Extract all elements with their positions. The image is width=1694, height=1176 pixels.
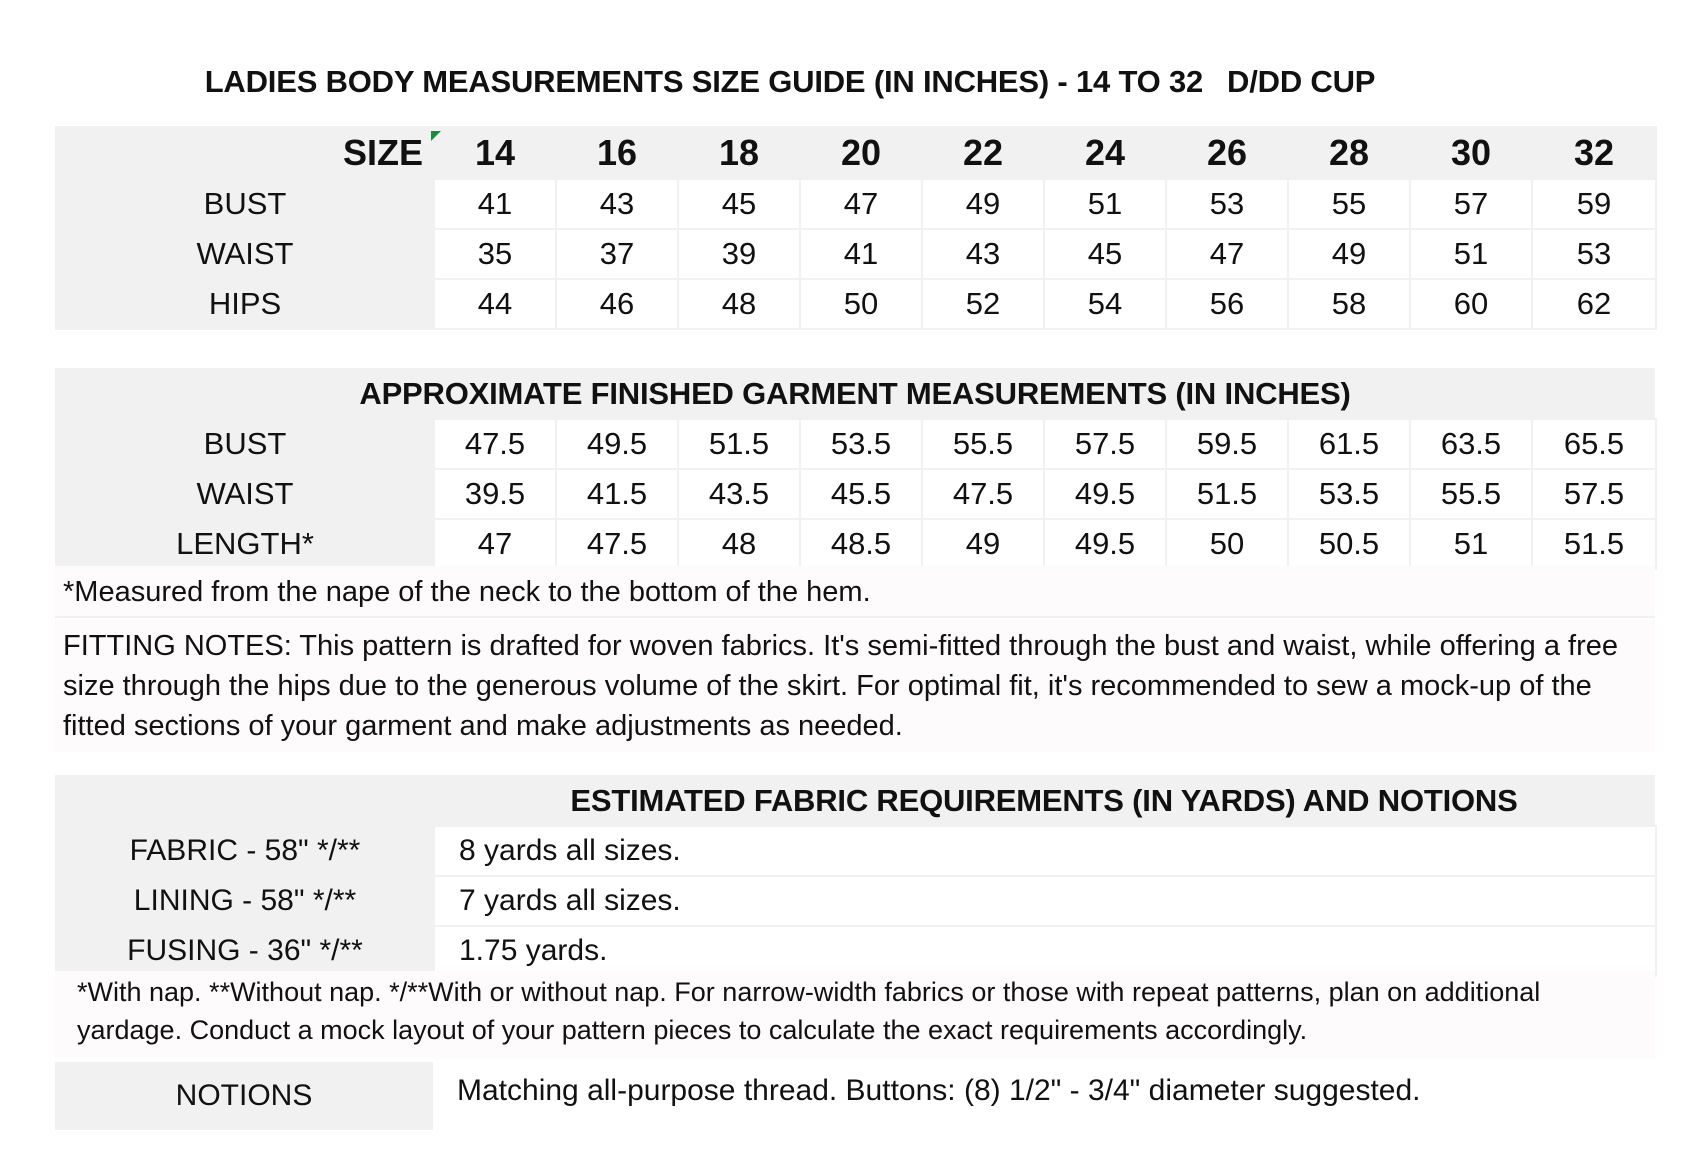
notions-value: Matching all-purpose thread. Buttons: (8) 1/2" - 3/4" diameter suggested. xyxy=(457,1074,1421,1107)
table-cell: 52 xyxy=(922,279,1044,329)
table-cell: 50 xyxy=(800,279,922,329)
table-cell: 47.5 xyxy=(922,469,1044,519)
table-cell: 51.5 xyxy=(1166,469,1288,519)
table-cell: 47 xyxy=(434,519,556,569)
table-cell: 53.5 xyxy=(1288,469,1410,519)
table-cell: 53.5 xyxy=(800,419,922,469)
table-cell: 59.5 xyxy=(1166,419,1288,469)
size-header: 22 xyxy=(922,127,1044,179)
title-text: LADIES BODY MEASUREMENTS SIZE GUIDE (IN INCHES) - 14 TO 32 xyxy=(204,64,1204,99)
table-cell: 49 xyxy=(922,519,1044,569)
table-cell: 61.5 xyxy=(1288,419,1410,469)
table-cell: 7 yards all sizes. xyxy=(434,876,1656,926)
size-header: 26 xyxy=(1166,127,1288,179)
table-cell: 55 xyxy=(1288,179,1410,229)
table-cell: 58 xyxy=(1288,279,1410,329)
row-label: HIPS xyxy=(56,279,434,329)
table-cell: 50.5 xyxy=(1288,519,1410,569)
row-label: WAIST xyxy=(56,469,434,519)
table-cell: 50 xyxy=(1166,519,1288,569)
table-cell: 1.75 yards. xyxy=(434,926,1656,976)
section-title: ESTIMATED FABRIC REQUIREMENTS (IN YARDS) AND NOTIONS xyxy=(570,783,1518,818)
table-row xyxy=(56,926,1656,976)
table-cell: 46 xyxy=(556,279,678,329)
table-cell: 55.5 xyxy=(1410,469,1532,519)
table-cell: 51.5 xyxy=(1532,519,1656,569)
table-cell: 48 xyxy=(678,519,800,569)
table-cell: 57 xyxy=(1410,179,1532,229)
table-cell: 65.5 xyxy=(1532,419,1656,469)
table-cell: 51 xyxy=(1410,229,1532,279)
row-label: FABRIC - 58" */** xyxy=(56,826,434,876)
table-cell: 56 xyxy=(1166,279,1288,329)
size-header: 16 xyxy=(556,127,678,179)
table-cell: 60 xyxy=(1410,279,1532,329)
row-label: WAIST xyxy=(56,229,434,279)
table-cell: 59 xyxy=(1532,179,1656,229)
nap-note: *With nap. **Without nap. */**With or without nap. For narrow-width fabrics or those with repeat patterns, plan on additional yardage. Conduct a mock layout of your pattern pieces to calculate the exact requirements accordingly. xyxy=(55,971,1655,1059)
table-cell: 41 xyxy=(434,179,556,229)
size-header: 30 xyxy=(1410,127,1532,179)
size-label: SIZE xyxy=(342,132,423,173)
table-cell: 49.5 xyxy=(1044,469,1166,519)
table-cell: 47.5 xyxy=(434,419,556,469)
table-cell: 49.5 xyxy=(556,419,678,469)
table-cell: 41.5 xyxy=(556,469,678,519)
measured-note: *Measured from the nape of the neck to the bottom of the hem. xyxy=(55,566,1655,618)
table-row xyxy=(56,469,1656,519)
table-cell: 54 xyxy=(1044,279,1166,329)
table-cell: 51 xyxy=(1044,179,1166,229)
table-cell: 55.5 xyxy=(922,419,1044,469)
table-cell: 49 xyxy=(922,179,1044,229)
row-label: FUSING - 36" */** xyxy=(56,926,434,976)
size-header: 14 xyxy=(434,127,556,179)
table-cell: 63.5 xyxy=(1410,419,1532,469)
table-cell: 43 xyxy=(556,179,678,229)
fabric-requirements-table xyxy=(55,825,1657,977)
section-title: APPROXIMATE FINISHED GARMENT MEASUREMENTS (IN INCHES) xyxy=(359,376,1351,411)
table-row xyxy=(56,419,1656,469)
finished-section-header xyxy=(55,368,1655,418)
row-label: LINING - 58" */** xyxy=(56,876,434,926)
size-header: 24 xyxy=(1044,127,1166,179)
table-cell: 8 yards all sizes. xyxy=(434,826,1656,876)
table-cell: 48 xyxy=(678,279,800,329)
table-cell: 45 xyxy=(1044,229,1166,279)
table-cell: 49 xyxy=(1288,229,1410,279)
table-row xyxy=(56,229,1656,279)
table-cell: 39 xyxy=(678,229,800,279)
table-cell: 43.5 xyxy=(678,469,800,519)
size-header-cell xyxy=(56,127,434,179)
table-cell: 47 xyxy=(1166,229,1288,279)
size-header: 32 xyxy=(1532,127,1656,179)
table-cell: 57.5 xyxy=(1532,469,1656,519)
table-cell: 37 xyxy=(556,229,678,279)
fitting-notes: FITTING NOTES: This pattern is drafted for woven fabrics. It's semi-fitted through the bust and waist, while offering a free size through the hips due to the generous volume of the skirt. For optimal fit, it's recommended to sew a mock-up of the fitted sections of your garment and make adjustments as needed. xyxy=(55,620,1655,752)
table-cell: 45 xyxy=(678,179,800,229)
table-cell: 45.5 xyxy=(800,469,922,519)
table-cell: 47.5 xyxy=(556,519,678,569)
table-row xyxy=(56,876,1656,926)
table-row xyxy=(56,179,1656,229)
notions-label: NOTIONS xyxy=(55,1062,433,1130)
size-header: 28 xyxy=(1288,127,1410,179)
comment-marker-icon xyxy=(431,131,441,141)
table-cell: 47 xyxy=(800,179,922,229)
table-cell: 49.5 xyxy=(1044,519,1166,569)
fabric-section-header xyxy=(55,775,1655,825)
table-cell: 51.5 xyxy=(678,419,800,469)
row-label: BUST xyxy=(56,419,434,469)
size-header: 20 xyxy=(800,127,922,179)
finished-measurements-table xyxy=(55,418,1657,570)
table-cell: 43 xyxy=(922,229,1044,279)
table-row xyxy=(56,519,1656,569)
table-cell: 41 xyxy=(800,229,922,279)
row-label: LENGTH* xyxy=(56,519,434,569)
row-label: BUST xyxy=(56,179,434,229)
table-cell: 51 xyxy=(1410,519,1532,569)
cup-label: D/DD CUP xyxy=(1227,64,1376,99)
table-cell: 57.5 xyxy=(1044,419,1166,469)
table-row xyxy=(56,826,1656,876)
table-cell: 48.5 xyxy=(800,519,922,569)
table-cell: 53 xyxy=(1166,179,1288,229)
table-cell: 53 xyxy=(1532,229,1656,279)
body-measurements-table xyxy=(55,126,1657,330)
page-title xyxy=(55,64,1525,100)
size-header: 18 xyxy=(678,127,800,179)
table-cell: 39.5 xyxy=(434,469,556,519)
table-cell: 44 xyxy=(434,279,556,329)
table-row xyxy=(56,279,1656,329)
table-cell: 35 xyxy=(434,229,556,279)
table-cell: 62 xyxy=(1532,279,1656,329)
notions-row xyxy=(55,1062,1655,1130)
size-header-row xyxy=(56,127,1656,179)
